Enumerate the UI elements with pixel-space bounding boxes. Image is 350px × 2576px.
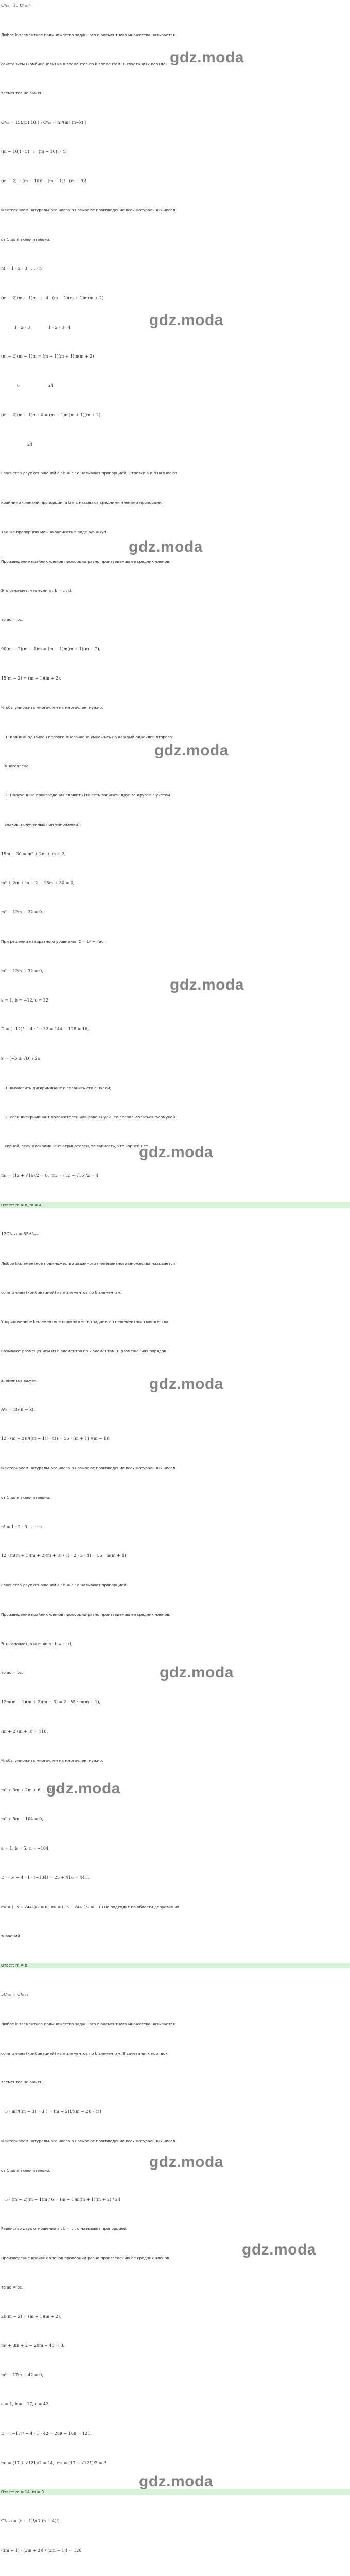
solution-line: 2 Полученные произведения сложить (то есть записать друг за другом с учетом bbox=[5, 793, 170, 798]
solution-line: n! = 1 · 2 · 3 · … · n bbox=[1, 1524, 42, 1529]
watermark: gdz.moda bbox=[154, 742, 229, 759]
solution-line: C⁵₁₅ = 15!/(5!·10!) ; C⁶₁₅ = n!/(m!·(n−k)!) bbox=[1, 120, 87, 125]
solution-line: Любое k-элементное подмножество заданного n-элементного множества называется bbox=[1, 32, 175, 37]
solution-line: 12 · (m + 3)!/((m − 1)! · 4!) = 55 · (m + 1)!/(m − 1)! bbox=[1, 1436, 110, 1441]
solution-line: D = (−17)² − 4 · 1 · 42 = 289 − 168 = 121, bbox=[1, 2431, 92, 2436]
solution-line: многочлена. bbox=[1, 764, 30, 768]
solution-line: (m − 2)! · (m − 10)! (m − 1)! · (m − 9)! bbox=[1, 179, 87, 183]
solution-line: D = (−12)² − 4 · 1 · 32 = 144 − 128 = 16, bbox=[1, 1027, 89, 1031]
solution-line: 12 · m(m + 1)(m + 2)(m + 3) / (1 · 2 · 3 · 4) = 55 · m(m + 1) bbox=[1, 1553, 126, 1558]
solution-line: Равенство двух отношений a : b = c : d называют пропорцией. bbox=[1, 2226, 128, 2231]
solution-line: 12C⁵ₘ₊₁ = 55A²ₘ₊₁ bbox=[1, 1232, 40, 1236]
solution-line: сочетанием (комбинацией) из n элементов по k элементам. bbox=[1, 1290, 122, 1295]
solution-line: m₁ = (−5 + √441)/2 = 8, m₂ = (−5 − √441)/2 = −13 не подходит по области допустимых bbox=[1, 1905, 179, 1909]
solution-line: n! = 1 · 2 · 3 · … · n bbox=[1, 266, 42, 271]
solution-line: C³ₘ₋₁ = (n − 1)!/(3!(n − 4)!) bbox=[1, 2519, 60, 2523]
solution-line: Факториалом натурального числа n называют произведение всех натуральных чисел bbox=[1, 2139, 176, 2143]
watermark: gdz.moda bbox=[46, 1780, 120, 1797]
solution-line: Упорядоченное k-элементное подмножество заданного n-элементного множества bbox=[1, 1319, 169, 1324]
solution-line: Aᵏₙ = n!/(n − k)! bbox=[1, 1407, 36, 1412]
solution-line: сочетанием (комбинацией) из n элементов по k элементам. В сочетаниях порядок bbox=[1, 62, 168, 66]
solution-line: m₁ = (17 + √121)/2 = 14, m₂ = (17 − √121)/2 = 3 bbox=[1, 2461, 107, 2465]
solution-line: a = 1, b = −12, c = 32, bbox=[1, 998, 50, 1003]
solution-line: C⁵₁₅ · 15·C⁵₁₅ ⁴ bbox=[1, 3, 31, 8]
solution-line: a = 1, b = −17, c = 42, bbox=[1, 2402, 50, 2406]
solution-line: 90(m − 2)(m − 1)m = (m − 1)m(m + 1)(m + 2), bbox=[1, 647, 101, 651]
solution-line: то ad = bc. bbox=[1, 1670, 23, 1675]
watermark: gdz.moda bbox=[149, 2154, 223, 2171]
watermark: gdz.moda bbox=[149, 312, 223, 329]
solution-line: 5 · m!/((m − 3)! · 3!) = (m + 2)!/((m − 2)! · 4!) bbox=[5, 2109, 101, 2114]
solution-line: Равенство двух отношений a : b = c : d называют пропорцией. bbox=[1, 1583, 128, 1587]
solution-line: Произведение крайних членов пропорции равно произведению ее средних членов. bbox=[1, 2256, 170, 2260]
solution-line: m² − 12m + 32 = 0, bbox=[1, 969, 43, 973]
solution-line: (m − 2)(m − 1)m : 4 (m − 1)(m + 1)m(m + 2) bbox=[1, 296, 104, 300]
solution-line: крайними членами пропорции, а b и c называют средними членами пропорции. bbox=[1, 500, 163, 505]
watermark: gdz.moda bbox=[170, 976, 244, 993]
solution-line: то ad = bc. bbox=[1, 2285, 23, 2290]
solution-line: (m + 2)(m + 3) = 110. bbox=[1, 1729, 48, 1734]
solution-line: называют размещением из n элементов по k элементам. В размещениях порядок bbox=[1, 1349, 167, 1353]
solution-line: Ответ: m = 14, m = 3. bbox=[0, 2489, 350, 2495]
solution-line: m² − 17m + 42 = 0, bbox=[1, 2372, 43, 2377]
solution-line: 5C³ₘ = C⁴ₘ₊₂ bbox=[1, 1992, 28, 1997]
watermark: gdz.moda bbox=[170, 49, 244, 66]
solution-line: (3m + 1) · (3m + 2)! / (3m − 1)! = 120 bbox=[1, 2548, 82, 2553]
solution-line: Чтобы умножить многочлен на многочлен, нужно: bbox=[1, 705, 103, 710]
watermark: gdz.moda bbox=[129, 538, 203, 555]
solution-line: Это означает, что если a : b = c : d, bbox=[1, 588, 73, 593]
solution-line: m² + 3m + 2m + 6 − 110 = 0, bbox=[1, 1788, 65, 1792]
watermark: gdz.moda bbox=[242, 2241, 316, 2258]
solution-line: от 1 до n включительно. bbox=[1, 2168, 50, 2173]
solution-line: (m − 2)(m − 1)m · 4 = (m − 1)m(m + 1)(m + 2) bbox=[1, 413, 101, 417]
solution-line: 20(m − 2) = (m + 1)(m + 2), bbox=[1, 2314, 61, 2319]
solution-line: (m − 10)! · 5! : (m − 10)! · 4! bbox=[1, 149, 67, 154]
solution-line: m² − 12m + 32 = 0. bbox=[1, 910, 43, 914]
solution-line: (m − 2)(m − 1)m = (m − 1)(m + 1)m(m + 2) bbox=[1, 354, 94, 359]
solution-line: сочетанием (комбинацией) из n элементов по k элементам. В сочетаниях порядок bbox=[1, 2051, 168, 2056]
solution-line: Ответ: m = 8, m = 4. bbox=[0, 1202, 350, 1208]
solution-line: Чтобы умножить многочлен на многочлен, нужно: bbox=[1, 1758, 103, 1763]
solution-line: m² + 3m + 2 − 20m + 40 = 0, bbox=[1, 2343, 65, 2348]
solution-line: элементов не важен. bbox=[1, 2080, 44, 2084]
solution-line: элементов не важен. bbox=[1, 91, 44, 95]
solution-line: Равенство двух отношений a : b = c : d называют пропорцией. Отрезки a и d называют bbox=[1, 471, 178, 476]
solution-line: 1 вычислить дискриминант и сравнить его с нулем; bbox=[5, 1086, 112, 1090]
solution-line: a = 1, b = 5, c = −104, bbox=[1, 1846, 50, 1851]
solution-line: знаков, полученных при умножении). bbox=[1, 822, 81, 827]
solution-line: 5 · (m − 2)(m − 1)m / 6 = (m − 1)m(m + 1)(m + 2) / 24 bbox=[5, 2197, 121, 2202]
solution-line: 1 Каждый одночлен первого многочлена умножить на каждый одночлен второго bbox=[5, 735, 172, 739]
solution-line: от 1 до n включительно. bbox=[1, 1495, 50, 1500]
solution-line: Факториалом натурального числа n называют произведение всех натуральных чисел bbox=[1, 1466, 176, 1470]
solution-line: Так же пропорцию можно записать в виде a/b = c/d. bbox=[1, 530, 108, 534]
solution-line: 6 24 bbox=[5, 383, 54, 388]
solution-line: 1 · 2 · 3 1 · 2 · 3 · 4 bbox=[5, 325, 71, 330]
solution-line: Произведение крайних членов пропорции равно произведению ее средних членов. bbox=[1, 1612, 170, 1617]
watermark: gdz.moda bbox=[139, 2473, 213, 2490]
solution-line: При решении квадратного уравнения D = b² − 4ac: bbox=[1, 939, 105, 944]
watermark: gdz.moda bbox=[139, 1144, 213, 1161]
solution-line: Факториалом натурального числа n называют произведение всех натуральных чисел bbox=[1, 208, 176, 212]
solution-line: Любое k-элементное подмножество заданного n-элементного множества называется bbox=[1, 1261, 175, 1266]
solution-line: корней, если дискриминант отрицателен, то записать, что корней нет. bbox=[1, 1144, 149, 1148]
solution-line: значений. bbox=[1, 1934, 21, 1938]
solution-line: Произведение крайних членов пропорции равно произведению ее средних членов. bbox=[1, 559, 170, 564]
solution-line: x = (−b ± √D) / 2a bbox=[1, 1056, 40, 1061]
solution-line: Ответ: m = 8. bbox=[0, 1963, 350, 1968]
solution-line: m² + 2m + m + 2 − 15m + 30 = 0, bbox=[1, 880, 75, 885]
solution-line: D = 5² − 4 · 1 · (−104) = 25 + 416 = 441, bbox=[1, 1875, 89, 1880]
solution-line: 2 если дискриминант положителен или равен нулю, то воспользоваться формулой bbox=[5, 1115, 176, 1120]
solution-line: m² + 5m − 104 = 0, bbox=[1, 1817, 43, 1821]
solution-line: m₁ = (12 + √16)/2 = 8, m₂ = (12 − √16)/2 = 4 bbox=[1, 1173, 99, 1178]
solution-line: 15m − 30 = m² + 2m + m + 2, bbox=[1, 852, 66, 856]
solution-line: 12m(m + 1)(m + 2)(m + 3) = 2 · 55 · m(m + 1), bbox=[1, 1700, 101, 1704]
watermark: gdz.moda bbox=[149, 1376, 223, 1393]
solution-line: 15(m − 2) = (m + 1)(m + 2). bbox=[1, 676, 61, 681]
watermark: gdz.moda bbox=[160, 1664, 234, 1681]
solution-line: элементов важен. bbox=[1, 1378, 38, 1383]
solution-line: то ad = bc. bbox=[1, 617, 23, 622]
solution-line: Любое k-элементное подмножество заданного n-элементного множества называется bbox=[1, 2022, 175, 2026]
solution-line: Это означает, что если a : b = c : d, bbox=[1, 1641, 73, 1646]
solution-line: от 1 до n включительно. bbox=[1, 237, 50, 242]
solution-line: 24 bbox=[1, 442, 33, 447]
